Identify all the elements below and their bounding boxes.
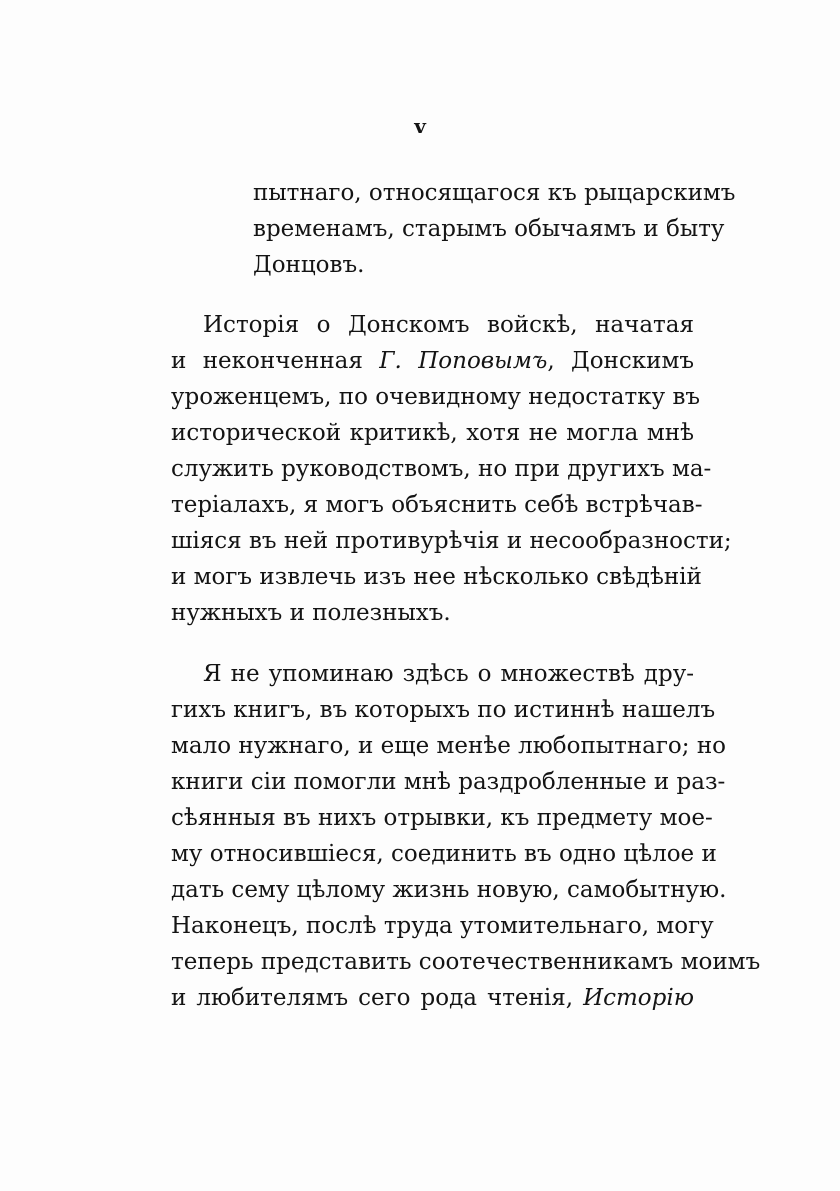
paragraph-2-line: нужныхъ и полезныхъ. (171, 600, 451, 626)
paragraph-2-line: служить руководствомъ, но при другихъ ма- (171, 456, 712, 482)
paragraph-3-line: книги сіи помогли мнѣ раздробленные и раз- (171, 769, 726, 795)
paragraph-3-line: мало нужнаго, и еще менѣе любопытнаго; но (171, 733, 726, 759)
paragraph-3-line: гихъ книгъ, въ которыхъ по истиннѣ нашелъ (171, 697, 716, 723)
paragraph-3-line: му относившіеся, соединить въ одно цѣлое и (171, 841, 717, 867)
paragraph-3-line (171, 980, 694, 1017)
page-number: v (414, 114, 426, 138)
paragraph-3-line: Наконецъ, послѣ труда утомительнаго, могу (171, 913, 714, 939)
author-name-italic: Г. Поповымъ (379, 348, 548, 374)
paragraph-2-line: исторической критикѣ, хотя не могла мнѣ (171, 420, 694, 446)
paragraph-2-line: и могъ извлечь изъ нее нѣсколько свѣдѣній (171, 564, 702, 590)
paragraph-2-line: теріалахъ, я могъ объяснить себѣ встрѣчав- (171, 492, 703, 518)
book-title-italic: Исторію (583, 985, 694, 1011)
paragraph-3-line: сѣянныя въ нихъ отрывки, къ предмету мое- (171, 805, 713, 831)
paragraph-1-line: пытнаго, относящагося къ рыцарскимъ (253, 180, 736, 206)
paragraph-2-line: уроженцемъ, по очевидному недостатку въ (171, 384, 701, 410)
paragraph-1-line: временамъ, старымъ обычаямъ и быту (253, 216, 725, 242)
line-text: и любителямъ сего рода чтенія, (171, 985, 584, 1011)
line-text: , Донскимъ (547, 348, 694, 374)
paragraph-2-line (171, 343, 694, 380)
paragraph-2-line: шіяся въ ней противурѣчія и несообразности; (171, 528, 732, 554)
line-text: и неконченная (171, 348, 380, 374)
paragraph-2-line: Исторія о Донскомъ войскѣ, начатая (203, 312, 694, 338)
paragraph-3-line: дать сему цѣлому жизнь новую, самобытную. (171, 877, 727, 903)
paragraph-1-line: Донцовъ. (253, 252, 365, 278)
paragraph-3-line: Я не упоминаю здѣсь о множествѣ дру- (203, 661, 694, 687)
paragraph-3-line: теперь представить соотечественникамъ моимъ (171, 949, 761, 975)
